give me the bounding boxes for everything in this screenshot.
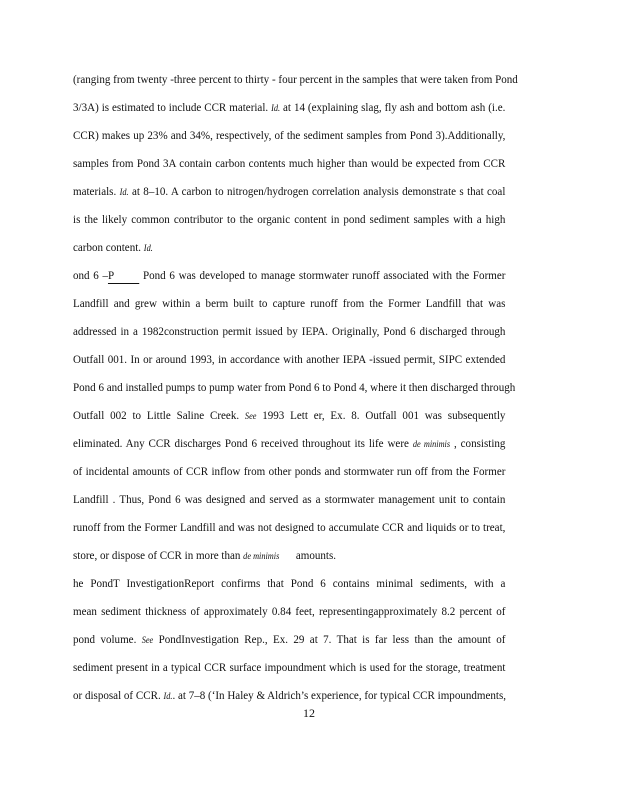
citation-id: Id.: [119, 187, 129, 197]
text-line: sediment present in a typical CCR surface impoundment which is used for the storage, treatment: [73, 660, 506, 674]
text-span: pond volume.: [73, 632, 137, 646]
text-span: or disposal of CCR.: [73, 688, 161, 702]
text-span: PondInvestigation Rep., Ex. 29 at 7. That is far less than the amount of: [158, 632, 506, 646]
text-line: [73, 547, 505, 563]
text-line: [73, 407, 505, 423]
text-line: [73, 267, 505, 283]
text-line: mean sediment thickness of approximately 0.84 feet, representingapproximately 8.2 percent of: [73, 604, 506, 618]
text-span: . at 7–8 (‘In Haley & Aldrich’s experience, for typical CCR impoundments,: [172, 688, 507, 702]
text-line: [73, 687, 505, 703]
text-line: runoff from the Former Landfill and was not designed to accumulate CCR and liquids or to treat,: [73, 520, 506, 534]
text-line: CCR) makes up 23% and 34%, respectively, of the sediment samples from Pond 3).Additionally,: [73, 128, 506, 142]
citation-id: Id.: [143, 243, 153, 253]
text-span: Outfall 002 to Little Saline Creek.: [73, 408, 240, 422]
latin-term: de minimis: [412, 439, 451, 449]
underlined-heading: P: [108, 267, 139, 284]
citation-id: Id.: [271, 103, 281, 113]
text-line: Pond 6 and installed pumps to pump water from Pond 6 to Pond 4, where it then discharged through: [73, 380, 516, 394]
text-span: ond 6 –: [73, 268, 109, 282]
text-line: [73, 183, 505, 199]
text-span: amounts.: [295, 548, 337, 562]
text-line: [73, 631, 505, 647]
text-line: Landfill and grew within a berm built to capture runoff from the Former Landfill that was: [73, 296, 506, 310]
text-span: , consisting: [453, 436, 506, 450]
text-line: Outfall 001. In or around 1993, in accordance with another IEPA -issued permit, SIPC extended: [73, 352, 506, 366]
citation-id: Id.: [163, 691, 173, 701]
page-number: 12: [303, 706, 315, 720]
text-line: addressed in a 1982construction permit issued by IEPA. Originally, Pond 6 discharged through: [73, 324, 506, 338]
text-span: 1993 Lett er, Ex. 8. Outfall 001 was subsequently: [262, 408, 506, 422]
text-line: [73, 435, 505, 451]
text-line: he PondT InvestigationReport confirms that Pond 6 contains minimal sediments, with a: [73, 576, 506, 590]
text-line: is the likely common contributor to the organic content in pond sediment samples with a high: [73, 212, 506, 226]
text-span: carbon content.: [73, 240, 142, 254]
text-line: Landfill . Thus, Pond 6 was designed and served as a stormwater management unit to contain: [73, 492, 506, 506]
text-line: (ranging from twenty -three percent to thirty - four percent in the samples that were taken from Pond: [73, 72, 518, 86]
text-span: at 8–10. A carbon to nitrogen/hydrogen correlation analysis demonstrate s that coal: [131, 184, 506, 198]
latin-term: de minimis: [243, 551, 280, 561]
text-span: eliminated. Any CCR discharges Pond 6 received throughout its life were: [73, 436, 409, 450]
text-span: 3/3A) is estimated to include CCR material.: [73, 100, 269, 114]
text-span: at 14 (explaining slag, fly ash and bottom ash (i.e.: [283, 100, 506, 114]
text-span: Pond 6 was developed to manage stormwater runoff associated with the Former: [142, 268, 506, 282]
text-line: samples from Pond 3A contain carbon contents much higher than would be expected from CCR: [73, 156, 506, 170]
text-line: of incidental amounts of CCR inflow from other ponds and stormwater run off from the Former: [73, 464, 506, 478]
citation-see: See: [244, 411, 257, 421]
text-line: [73, 99, 505, 115]
citation-see: See: [141, 635, 154, 645]
text-span: store, or dispose of CCR in more than: [73, 548, 241, 562]
text-line: [73, 239, 505, 255]
text-span: materials.: [73, 184, 117, 198]
